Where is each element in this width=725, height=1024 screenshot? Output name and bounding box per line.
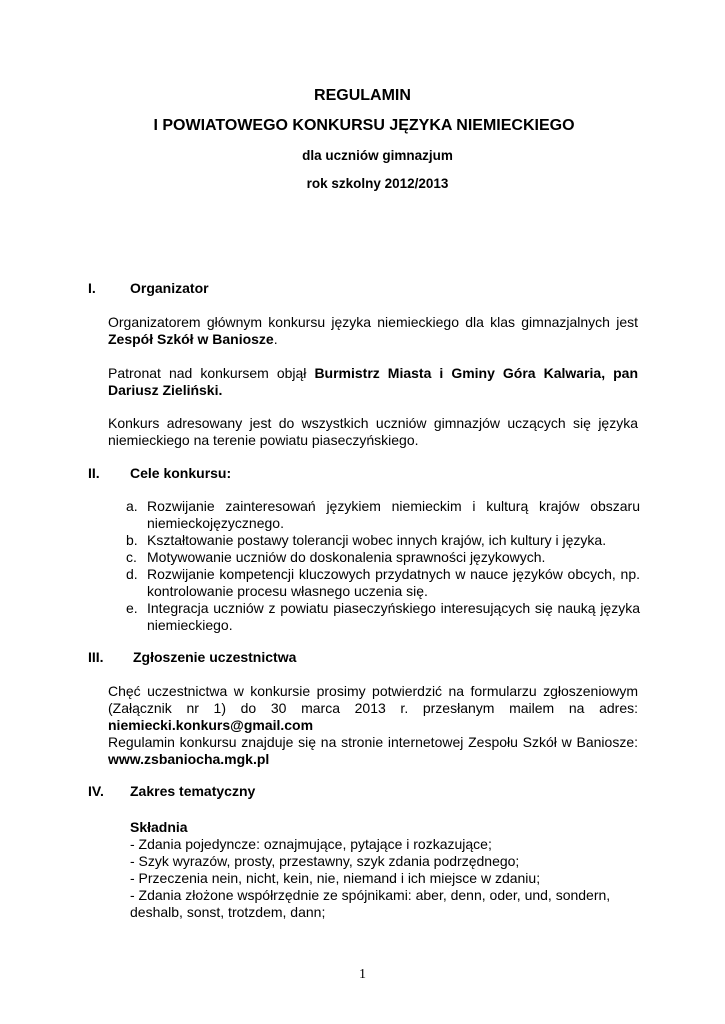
list-marker: a. bbox=[126, 498, 138, 514]
email-link[interactable]: niemiecki.konkurs@gmail.com bbox=[108, 717, 314, 733]
list-item-text: Rozwijanie kompetencji kluczowych przydatnych w nauce języków obcych, np. kontrolowanie procesu własnego uczenia się. bbox=[147, 566, 640, 599]
list-item-text: Integracja uczniów z powiatu piaseczyńskiego interesujących się nauką języka niemieckiego. bbox=[147, 600, 640, 633]
list-marker: d. bbox=[126, 566, 138, 582]
list-marker: c. bbox=[126, 549, 137, 565]
syntax-line: - Przeczenia nein, nicht, kein, nie, niemand i ich miejsce w zdaniu; bbox=[130, 870, 541, 886]
goals-list bbox=[122, 498, 640, 634]
page-number: 1 bbox=[359, 967, 366, 982]
section-4-number: IV. bbox=[88, 783, 104, 799]
list-item bbox=[122, 566, 640, 600]
list-item-text: Rozwijanie zainteresowań językiem niemieckim i kulturą krajów obszaru niemieckojęzycznego. bbox=[147, 498, 640, 531]
registration-text: Chęć uczestnictwa w konkursie prosimy potwierdzić na formularzu zgłoszeniowym (Załącznik nr 1) do 30 marca 2013 r. przesłanym mailem na adres: bbox=[108, 683, 638, 716]
list-item bbox=[122, 549, 640, 566]
list-item-text: Motywowanie uczniów do doskonalenia sprawności językowych. bbox=[147, 549, 546, 565]
syntax-heading: Składnia bbox=[130, 819, 188, 835]
section-1-number: I. bbox=[88, 280, 96, 296]
syntax-lines bbox=[130, 836, 640, 921]
organizer-end: . bbox=[273, 331, 278, 347]
document-title: REGULAMIN bbox=[314, 87, 411, 104]
section-2-title: Cele konkursu: bbox=[130, 465, 232, 481]
section-2-number: II. bbox=[88, 465, 100, 481]
rules-text: Regulamin konkursu znajduje się na stronie internetowej Zespołu Szkół w Baniosze: bbox=[108, 734, 638, 750]
audience-line: dla uczniów gimnazjum bbox=[302, 148, 453, 163]
section-1-title: Organizator bbox=[130, 280, 209, 296]
organizer-text: Organizatorem głównym konkursu języka niemieckiego dla klas gimnazjalnych jest bbox=[108, 314, 638, 330]
list-item bbox=[122, 600, 640, 634]
organizer-school: Zespół Szkół w Baniosze bbox=[108, 331, 274, 347]
audience-paragraph: Konkurs adresowany jest do wszystkich uczniów gimnazjów uczących się języka niemieckiego na terenie powiatu piaseczyńskiego. bbox=[108, 415, 638, 448]
list-item bbox=[122, 532, 640, 549]
document-subtitle: I POWIATOWEGO KONKURSU JĘZYKA NIEMIECKIEGO bbox=[153, 117, 575, 134]
section-3-number: III. bbox=[88, 649, 104, 665]
patronage-text: Patronat nad konkursem objął bbox=[108, 365, 315, 381]
section-4-title: Zakres tematyczny bbox=[130, 783, 256, 799]
registration-paragraph bbox=[108, 683, 638, 768]
syntax-line: deshalb, sonst, trotzdem, dann; bbox=[130, 904, 326, 920]
website-link[interactable]: www.zsbaniocha.mgk.pl bbox=[108, 751, 270, 767]
organizer-paragraph bbox=[108, 314, 638, 348]
patronage-name: Burmistrz Miasta i Gminy Góra Kalwaria, pan Dariusz Zieliński. bbox=[108, 365, 638, 398]
list-marker: b. bbox=[126, 532, 138, 548]
syntax-line: - Szyk wyrazów, prosty, przestawny, szyk zdania podrzędnego; bbox=[130, 853, 520, 869]
school-year-line: rok szkolny 2012/2013 bbox=[306, 176, 449, 191]
syntax-line: - Zdania złożone współrzędnie ze spójnikami: aber, denn, oder, und, sondern, bbox=[130, 887, 611, 903]
list-item bbox=[122, 498, 640, 532]
syntax-line: - Zdania pojedyncze: oznajmujące, pytające i rozkazujące; bbox=[130, 836, 492, 852]
section-3-title: Zgłoszenie uczestnictwa bbox=[133, 649, 297, 665]
list-marker: e. bbox=[126, 600, 138, 616]
patronage-paragraph bbox=[108, 365, 638, 399]
list-item-text: Kształtowanie postawy tolerancji wobec innych krajów, ich kultury i języka. bbox=[147, 532, 607, 548]
